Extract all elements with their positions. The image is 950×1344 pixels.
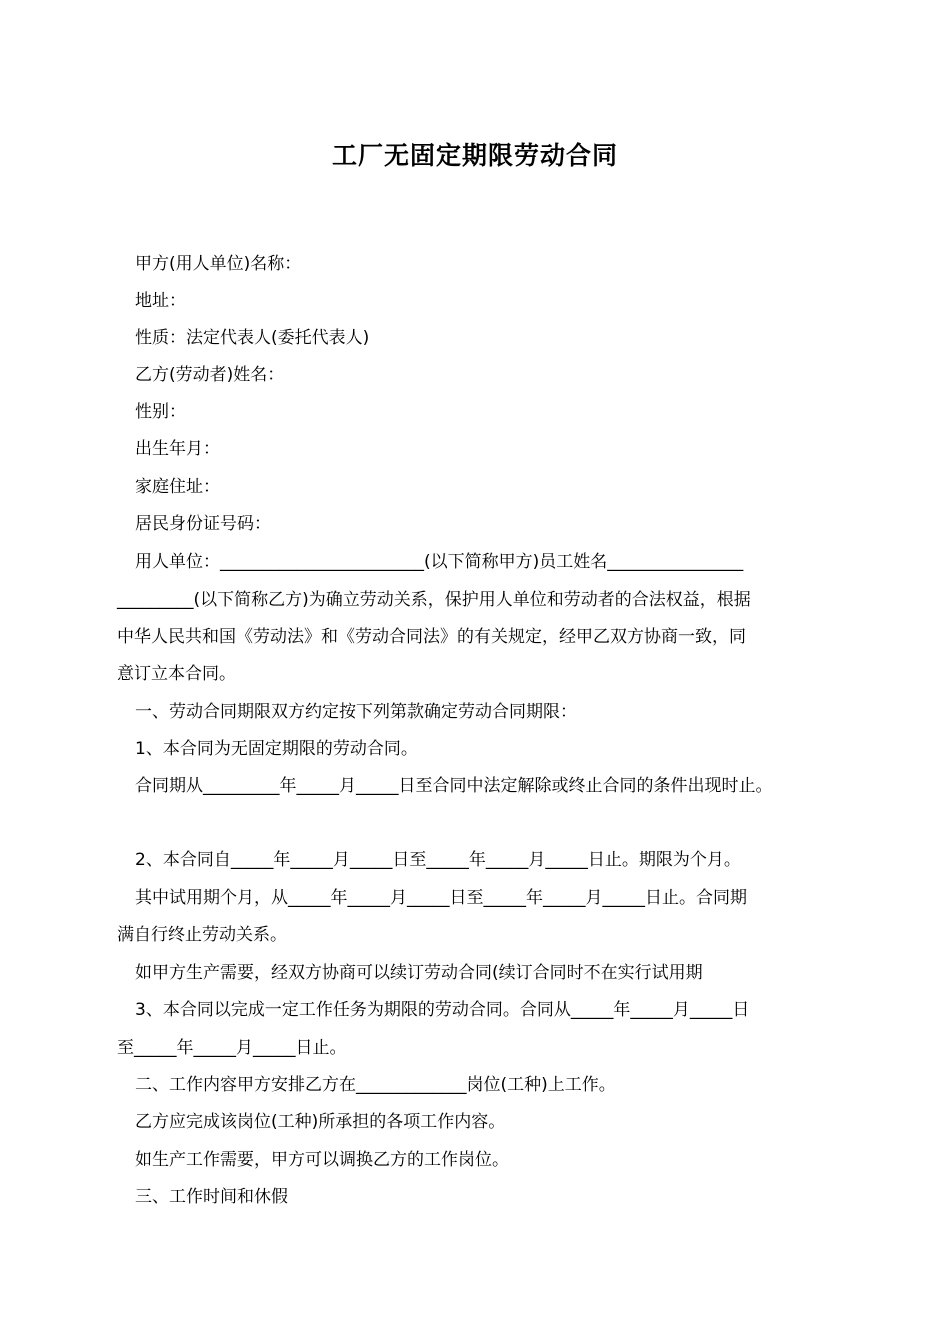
intro-paragraph-line: _________(以下简称乙方)为确立劳动关系，保护用人单位和劳动者的合法权益，根据 [117, 590, 751, 610]
party-b-birth-line: 出生年月： [135, 439, 220, 459]
probation-line: 满自行终止劳动关系。 [117, 925, 287, 945]
party-b-name-line: 乙方(劳动者)姓名： [135, 365, 285, 385]
section-3-heading: 三、工作时间和休假 [135, 1187, 288, 1207]
party-b-id-number-line: 居民身份证号码： [135, 514, 271, 534]
clause-3-line: 3、本合同以完成一定工作任务为期限的劳动合同。合同从_____年_____月_____日 [135, 1000, 750, 1020]
clause-2-line: 2、本合同自_____年_____月_____日至_____年_____月_____日止。期限为个月。 [135, 850, 741, 870]
party-b-home-address-line: 家庭住址： [135, 477, 220, 497]
section-2-line: 乙方应完成该岗位(工种)所承担的各项工作内容。 [135, 1112, 506, 1132]
section-2-line: 如生产工作需要，甲方可以调换乙方的工作岗位。 [135, 1150, 509, 1170]
party-a-address-line: 地址： [135, 291, 186, 311]
intro-paragraph-line: 用人单位：________________________(以下简称甲方)员工姓名________________ [135, 552, 744, 572]
clause-1-line: 1、本合同为无固定期限的劳动合同。 [135, 739, 418, 759]
section-2-heading: 二、工作内容甲方安排乙方在_____________岗位(工种)上工作。 [135, 1075, 616, 1095]
clause-3-line: 至_____年_____月_____日止。 [117, 1038, 347, 1058]
party-b-gender-line: 性别： [135, 402, 186, 422]
party-a-name-line: 甲方(用人单位)名称： [135, 254, 302, 274]
probation-line: 其中试用期个月，从_____年_____月_____日至_____年_____月_____日止。合同期 [135, 888, 747, 908]
section-1-heading: 一、劳动合同期限双方约定按下列第款确定劳动合同期限： [135, 702, 577, 722]
clause-1-line: 合同期从_________年_____月_____日至合同中法定解除或终止合同的条件出现时止。 [135, 776, 773, 796]
party-a-nature-line: 性质：法定代表人(委托代表人) [135, 328, 370, 348]
renewal-line: 如甲方生产需要，经双方协商可以续订劳动合同(续订合同时不在实行试用期 [135, 963, 703, 983]
intro-paragraph-line: 意订立本合同。 [117, 664, 236, 684]
document-title: 工厂无固定期限劳动合同 [331, 141, 618, 170]
intro-paragraph-line: 中华人民共和国《劳动法》和《劳动合同法》的有关规定，经甲乙双方协商一致，同 [117, 627, 746, 647]
